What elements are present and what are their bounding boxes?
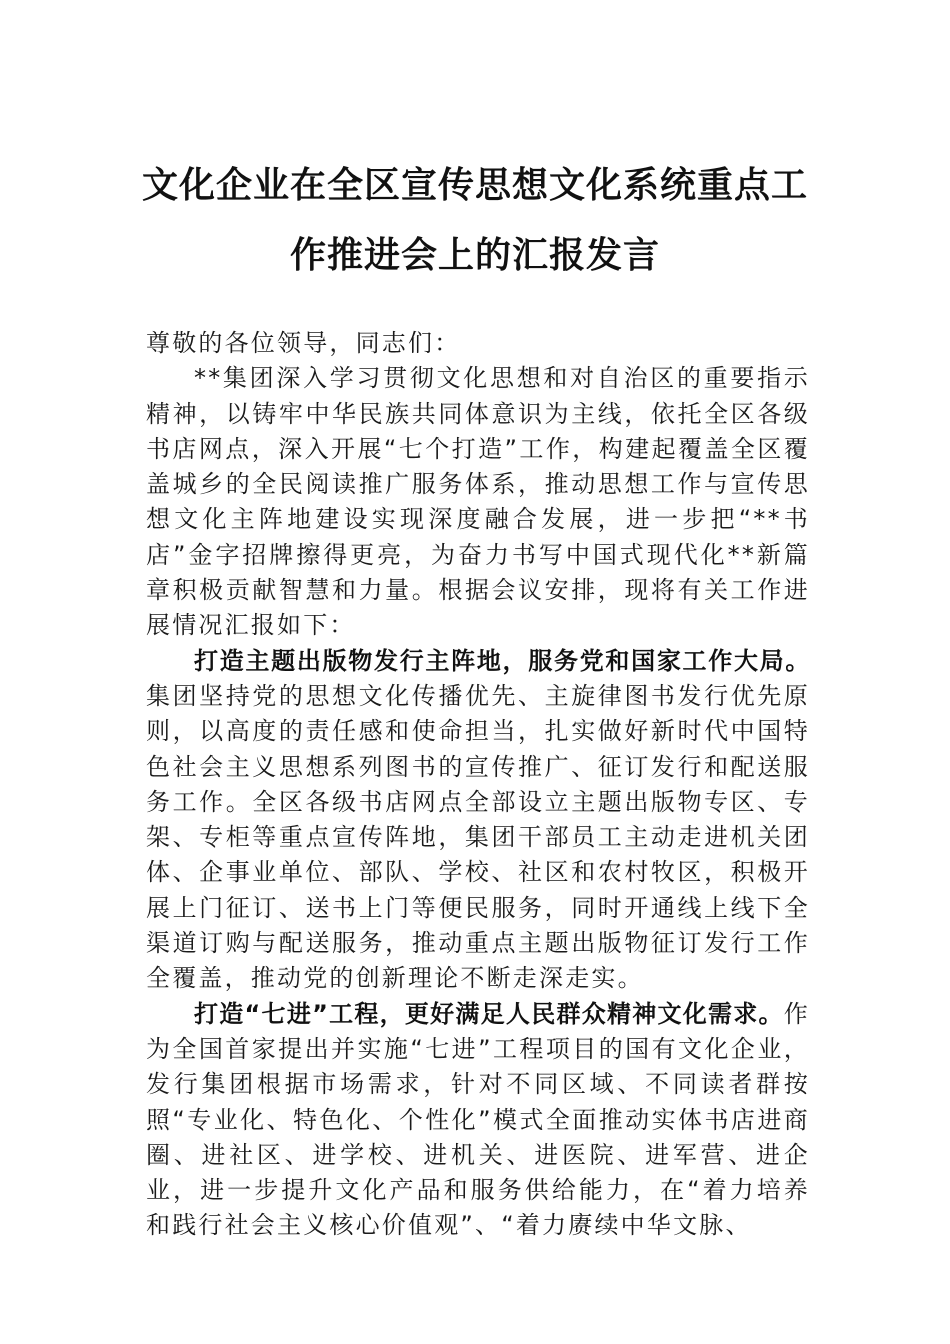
- intro-paragraph: **集团深入学习贯彻文化思想和对自治区的重要指示精神，以铸牢中华民族共同体意识为主线，依托全区各级书店网点，深入开展“七个打造”工作，构建起覆盖全区覆盖城乡的全民阅读推广服务体系，推动思想工作与宣传思想文化主阵地建设实现深度融合发展，进一步把“**书店”金字招牌擦得更亮，为奋力书写中国式现代化**新篇章积极贡献智慧和力量。根据会议安排，现将有关工作进展情况汇报如下：: [146, 364, 810, 640]
- document-body: [146, 326, 810, 1244]
- salutation: 尊敬的各位领导，同志们：: [146, 329, 461, 357]
- section-text-1: 集团坚持党的思想文化传播优先、主旋律图书发行优先原则，以高度的责任感和使命担当，扎实做好新时代中国特色社会主义思想系列图书的宣传推广、征订发行和配送服务工作。全区各级书店网点全部设立主题出版物专区、专架、专柜等重点宣传阵地，集团干部员工主动走进机关团体、企事业单位、部队、学校、社区和农村牧区，积极开展上门征订、送书上门等便民服务，同时开通线上线下全渠道订购与配送服务，推动重点主题出版物征订发行工作全覆盖，推动党的创新理论不断走深走实。: [146, 681, 810, 993]
- document-title-line-2: 作推进会上的汇报发言: [289, 234, 660, 276]
- section-heading-1: 打造主题出版物发行主阵地，服务党和国家工作大局。: [194, 646, 810, 675]
- section-text-2: 作为全国首家提出并实施“七进”工程项目的国有文化企业，发行集团根据市场需求，针对不同区域、不同读者群按照“专业化、特色化、个性化”模式全面推动实体书店进商圈、进社区、进学校、进机关、进医院、进军营、进企业，进一步提升文化产品和服务供给能力，在“着力培养和践行社会主义核心价值观”、“着力赓续中华文脉、: [146, 999, 810, 1240]
- section-heading-2: 打造“七进”工程，更好满足人民群众精神文化需求。: [194, 999, 784, 1028]
- section-paragraph-2: [146, 997, 810, 1244]
- document-title-line-1: 文化企业在全区宣传思想文化系统重点工: [141, 164, 808, 206]
- section-paragraph-1: [146, 644, 810, 997]
